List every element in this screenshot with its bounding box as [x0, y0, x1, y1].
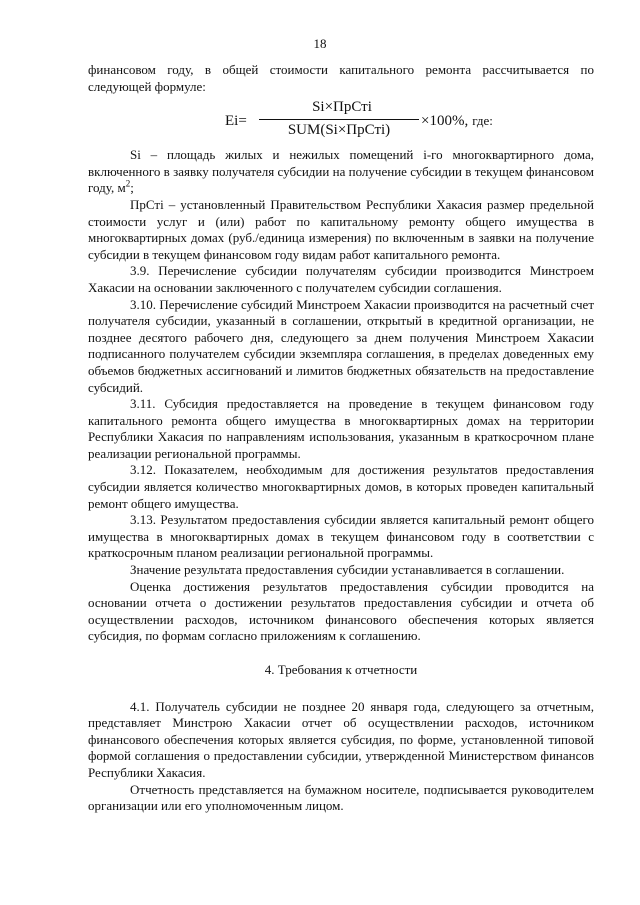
formula-multiplier [421, 113, 493, 130]
page-number: 18 [313, 36, 327, 51]
section-4-title: 4. Требования к отчетности [264, 662, 418, 677]
paragraph-3-11: 3.11. Субсидия предоставляется на проведение в текущем финансовом году капитального ремонта общего имущества в многоквартирных домах на территории Республики Хакасия по направлениям использования, указанным в краткосрочном плане реализации региональной программы. [88, 396, 594, 461]
fraction-bar [259, 119, 419, 120]
paragraph-assessment: Оценка достижения результатов предоставления субсидии проводится на основании отчета о достижении результатов предоставления субсидии и отчета об осуществлении расходов, источником финансового обеспечения которых является субсидия, по формам согласно приложениям к соглашению. [88, 578, 594, 644]
paragraph-report-form: Отчетность представляется на бумажном носителе, подписывается руководителем организации или его уполномоченным лицом. [88, 781, 594, 814]
document-body [88, 62, 594, 815]
definition-si-text: Si – площадь жилых и нежилых помещений i-го многоквартирного дома, включенного в заявку получателя субсидии на получение субсидии в текущем финансовом году, м [88, 147, 594, 196]
formula [88, 95, 594, 147]
paragraph-4-1: 4.1. Получатель субсидии не позднее 20 января года, следующего за отчетным, представляет Минстрою Хакасии отчет об осуществлении расходов, источником финансового обеспечения которых является субсидия, по форме, установленной типовой формой соглашения о предоставлении субсидии, утвержденной Министерством финансов Республики Хакасия. [88, 698, 594, 780]
definition-si [88, 147, 594, 197]
paragraph-3-12: 3.12. Показателем, необходимым для достижения результатов предоставления субсидии является количество многоквартирных домов, в которых проведен капитальный ремонт общего имущества. [88, 462, 594, 511]
paragraph-3-9: 3.9. Перечисление субсидии получателям субсидии производится Минстроем Хакасии на основании заключенного с получателем субсидии соглашения. [88, 263, 594, 295]
paragraph-3-10: 3.10. Перечисление субсидий Минстроем Хакасии производится на расчетный счет получателя субсидии, указанный в соглашении, открытый в кредитной организации, не позднее десятого рабочего дня, следующего за днем получения Минстроем Хакасии подписанного получателем субсидии экземпляра соглашения, в пределах доведенных ему объемов бюджетных ассигнований и лимитов бюджетных обязательств на предоставление субсидий. [88, 296, 594, 395]
definition-prsti: ПрСтi – установленный Правительством Республики Хакасия размер предельной стоимости услуг и (или) работ по капитальному ремонту общего имущества в многоквартирных домах (руб./единица измерения) по включенным в заявки на получение субсидии в текущем финансовом году видам работ капитального ремонта. [88, 196, 594, 262]
formula-denominator: SUM(Si×ПрСтi) [287, 122, 391, 139]
formula-lhs: Ei= [225, 113, 247, 130]
paragraph-3-13: 3.13. Результатом предоставления субсидии является капитальный ремонт общего имущества в многоквартирных домах в текущем финансовом году в соответствии с краткосрочным планом реализации региональной программы. [88, 512, 594, 561]
paragraph-result-value: Значение результата предоставления субсидии устанавливается в соглашении. [130, 562, 565, 578]
formula-numerator: Si×ПрСтi [312, 99, 372, 116]
intro-line: финансовом году, в общей стоимости капитального ремонта рассчитывается по следующей формуле: [88, 62, 594, 94]
definition-si-superscript: 2 [125, 179, 131, 190]
formula-multiplier-text: ×100%, [421, 113, 469, 130]
formula-where: где: [472, 113, 493, 129]
definition-si-end: ; [130, 180, 134, 196]
